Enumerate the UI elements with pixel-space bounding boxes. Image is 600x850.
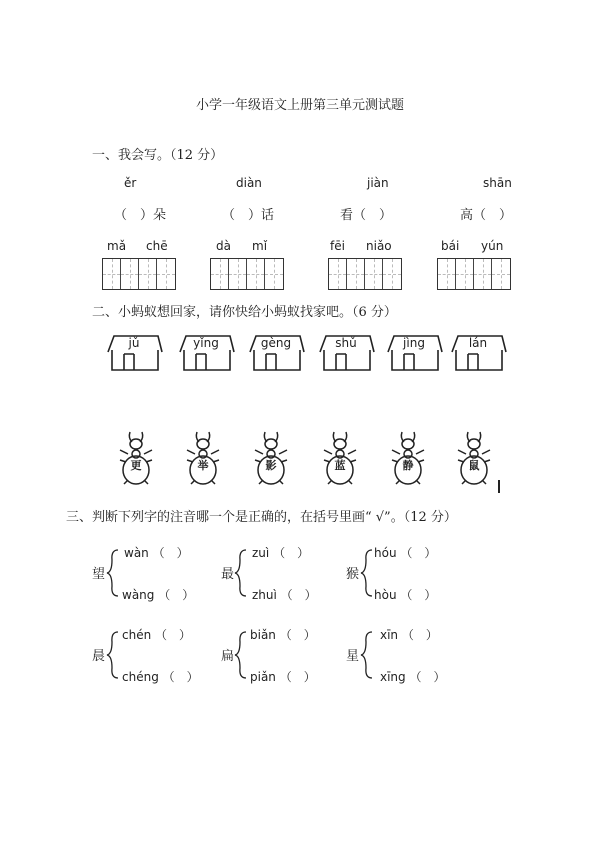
brace-icon xyxy=(360,630,374,680)
house-label: jìng xyxy=(403,336,425,350)
group-char-4: 晨 xyxy=(92,649,106,664)
writing-grid-4[interactable] xyxy=(437,258,511,290)
option-row-6a[interactable]: xīn （ ） xyxy=(380,628,438,642)
word-pinyin-4a: bái xyxy=(441,239,460,253)
writing-grid-3[interactable] xyxy=(328,258,402,290)
brace-icon xyxy=(106,630,120,680)
option-row-5b[interactable]: piǎn （ ） xyxy=(250,670,316,684)
house-6[interactable] xyxy=(448,332,508,372)
ant-5[interactable] xyxy=(390,430,426,488)
house-label: shǔ xyxy=(335,336,357,350)
fill-blank-1[interactable]: （ ）朵 xyxy=(114,208,167,223)
group-char-3: 猴 xyxy=(346,567,360,582)
word-pinyin-2a: dà xyxy=(216,239,231,253)
house-4[interactable] xyxy=(316,332,376,372)
pinyin-3: jiàn xyxy=(367,176,389,190)
pinyin-2: diàn xyxy=(236,176,262,190)
word-pinyin-4b: yún xyxy=(481,239,504,253)
ant-3[interactable] xyxy=(253,430,289,488)
group-char-6: 星 xyxy=(346,649,360,664)
group-char-1: 望 xyxy=(92,567,106,582)
group-char-2: 最 xyxy=(221,567,235,582)
house-label: lán xyxy=(468,336,488,350)
brace-icon xyxy=(234,548,248,598)
brace-icon xyxy=(360,548,374,598)
option-row-3b[interactable]: hòu （ ） xyxy=(374,588,437,602)
ant-char: 静 xyxy=(402,459,414,472)
house-3[interactable] xyxy=(246,332,306,372)
house-2[interactable] xyxy=(176,332,236,372)
brace-icon xyxy=(106,548,120,598)
house-1[interactable] xyxy=(104,332,164,372)
ant-char: 蓝 xyxy=(334,459,346,472)
ant-char: 更 xyxy=(130,459,142,472)
word-pinyin-3a: fēi xyxy=(330,239,345,253)
option-row-3a[interactable]: hóu （ ） xyxy=(374,546,437,560)
fill-blank-3[interactable]: 看（ ） xyxy=(340,208,393,223)
option-row-2b[interactable]: zhuì （ ） xyxy=(252,588,317,602)
ant-2[interactable] xyxy=(185,430,221,488)
pinyin-1: ěr xyxy=(124,176,137,190)
ant-1[interactable] xyxy=(118,430,154,488)
option-row-4a[interactable]: chén （ ） xyxy=(122,628,192,642)
section3-heading: 三、判断下列字的注音哪一个是正确的，在括号里画“ √”。（12 分） xyxy=(66,510,457,525)
house-label: gèng xyxy=(260,336,292,350)
option-row-1a[interactable]: wàn （ ） xyxy=(124,546,189,560)
word-pinyin-1a: mǎ xyxy=(107,239,127,253)
option-row-4b[interactable]: chéng （ ） xyxy=(122,670,199,684)
section1-heading: 一、我会写。（12 分） xyxy=(92,148,224,163)
word-pinyin-2b: mǐ xyxy=(252,239,268,253)
house-5[interactable] xyxy=(384,332,444,372)
fill-blank-2[interactable]: （ ）话 xyxy=(222,208,275,223)
cursor-mark xyxy=(498,480,500,493)
option-row-2a[interactable]: zuì （ ） xyxy=(252,546,310,560)
option-row-1b[interactable]: wàng （ ） xyxy=(122,588,195,602)
group-char-5: 扁 xyxy=(221,649,235,664)
house-label: yǐng xyxy=(193,336,219,350)
ant-char: 鼠 xyxy=(468,459,480,472)
page-title: 小学一年级语文上册第三单元测试题 xyxy=(195,98,404,113)
brace-icon xyxy=(234,630,248,680)
fill-blank-4[interactable]: 高（ ） xyxy=(460,208,513,223)
option-row-6b[interactable]: xīng （ ） xyxy=(380,670,446,684)
ant-6[interactable] xyxy=(456,430,492,488)
pinyin-4: shān xyxy=(483,176,512,190)
writing-grid-1[interactable] xyxy=(102,258,176,290)
word-pinyin-1b: chē xyxy=(146,239,168,253)
ant-char: 举 xyxy=(197,459,209,472)
word-pinyin-3b: niǎo xyxy=(366,239,392,253)
section2-heading: 二、小蚂蚁想回家，请你快给小蚂蚁找家吧。（6 分） xyxy=(92,305,397,320)
option-row-5a[interactable]: biǎn （ ） xyxy=(250,628,316,642)
house-label: jǔ xyxy=(128,336,140,350)
ant-4[interactable] xyxy=(322,430,358,488)
writing-grid-2[interactable] xyxy=(210,258,284,290)
ant-char: 影 xyxy=(265,459,277,472)
